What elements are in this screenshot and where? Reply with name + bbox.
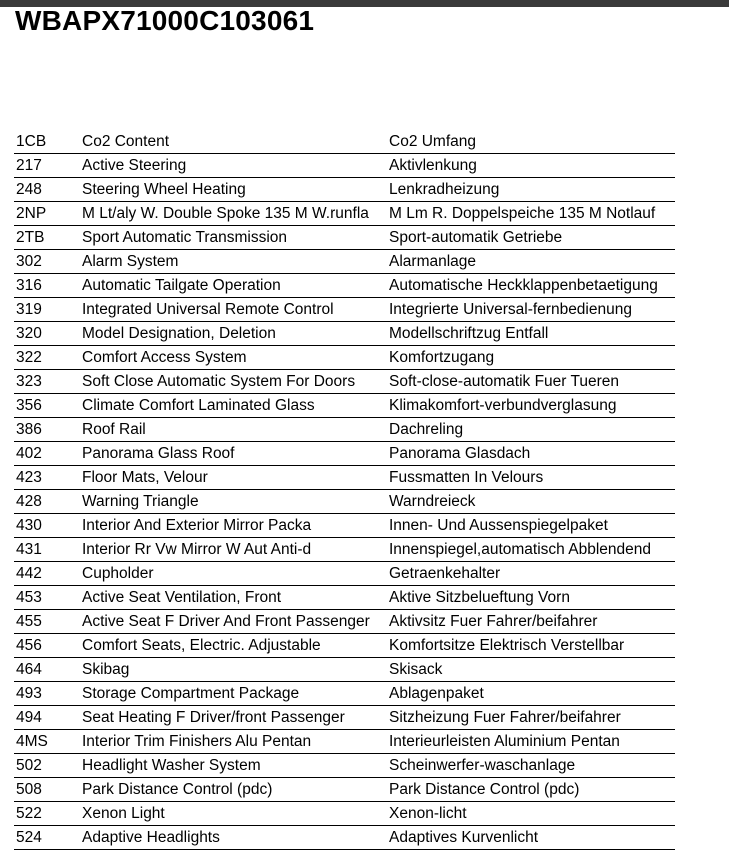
option-name-german: Scheinwerfer-waschanlage bbox=[389, 757, 576, 774]
option-code: 456 bbox=[16, 637, 42, 654]
table-row bbox=[14, 250, 675, 274]
option-name-german: Innenspiegel,automatisch Abblendend bbox=[389, 541, 651, 558]
table-row bbox=[14, 610, 675, 634]
option-name-english: M Lt/aly W. Double Spoke 135 M W.runfla bbox=[82, 205, 369, 222]
option-name-german: Interieurleisten Aluminium Pentan bbox=[389, 733, 620, 750]
option-name-english: Steering Wheel Heating bbox=[82, 181, 246, 198]
option-code: 302 bbox=[16, 253, 42, 270]
table-row bbox=[14, 178, 675, 202]
option-code: 430 bbox=[16, 517, 42, 534]
option-name-german: M Lm R. Doppelspeiche 135 M Notlauf bbox=[389, 205, 656, 222]
option-code: 442 bbox=[16, 565, 42, 582]
option-name-english: Storage Compartment Package bbox=[82, 685, 300, 702]
option-code: 4MS bbox=[16, 733, 48, 750]
option-code: 431 bbox=[16, 541, 42, 558]
option-name-german: Ablagenpaket bbox=[389, 685, 484, 702]
option-name-german: Modellschriftzug Entfall bbox=[389, 325, 549, 342]
option-name-english: Interior Trim Finishers Alu Pentan bbox=[82, 733, 312, 750]
option-code: 320 bbox=[16, 325, 42, 342]
option-code: 323 bbox=[16, 373, 42, 390]
option-name-english: Warning Triangle bbox=[82, 493, 199, 510]
option-code: 319 bbox=[16, 301, 42, 318]
option-name-english: Interior And Exterior Mirror Packa bbox=[82, 517, 312, 534]
table-header-row bbox=[14, 130, 675, 154]
option-code: 217 bbox=[16, 157, 42, 174]
option-name-german: Aktive Sitzbelueftung Vorn bbox=[389, 589, 570, 606]
option-code: 464 bbox=[16, 661, 42, 678]
option-name-english: Soft Close Automatic System For Doors bbox=[82, 373, 356, 390]
option-code: 322 bbox=[16, 349, 42, 366]
table-row bbox=[14, 298, 675, 322]
option-name-german: Komfortsitze Elektrisch Verstellbar bbox=[389, 637, 625, 654]
table-row bbox=[14, 562, 675, 586]
table-row bbox=[14, 274, 675, 298]
option-code: 494 bbox=[16, 709, 42, 726]
table-row bbox=[14, 442, 675, 466]
option-name-german: Park Distance Control (pdc) bbox=[389, 781, 580, 798]
option-code: 428 bbox=[16, 493, 42, 510]
table-row bbox=[14, 226, 675, 250]
option-name-english: Active Seat Ventilation, Front bbox=[82, 589, 282, 606]
table-row bbox=[14, 778, 675, 802]
option-name-english: Headlight Washer System bbox=[82, 757, 261, 774]
option-name-german: Dachreling bbox=[389, 421, 464, 438]
option-name-english: Skibag bbox=[82, 661, 130, 678]
option-name-german: Aktivlenkung bbox=[389, 157, 477, 174]
document-title: WBAPX71000C103061 bbox=[15, 5, 315, 36]
option-name-german: Skisack bbox=[389, 661, 443, 678]
table-row bbox=[14, 682, 675, 706]
option-name-german: Soft-close-automatik Fuer Tueren bbox=[389, 373, 620, 390]
table-row bbox=[14, 730, 675, 754]
table-row bbox=[14, 394, 675, 418]
option-code: 522 bbox=[16, 805, 42, 822]
option-name-english: Sport Automatic Transmission bbox=[82, 229, 288, 246]
table-row bbox=[14, 202, 675, 226]
option-name-english: Xenon Light bbox=[82, 805, 165, 822]
option-name-english: Integrated Universal Remote Control bbox=[82, 301, 334, 318]
table-row bbox=[14, 418, 675, 442]
option-name-german: Klimakomfort-verbundverglasung bbox=[389, 397, 617, 414]
option-name-english: Floor Mats, Velour bbox=[82, 469, 208, 486]
option-code: 386 bbox=[16, 421, 42, 438]
option-code: 508 bbox=[16, 781, 42, 798]
option-name-german: Integrierte Universal-fernbedienung bbox=[389, 301, 632, 318]
option-name-english: Cupholder bbox=[82, 565, 154, 582]
option-name-english: Park Distance Control (pdc) bbox=[82, 781, 273, 798]
option-name-english: Adaptive Headlights bbox=[82, 829, 220, 846]
option-code: 493 bbox=[16, 685, 42, 702]
table-row bbox=[14, 514, 675, 538]
option-code: 524 bbox=[16, 829, 42, 846]
option-name-german: Sport-automatik Getriebe bbox=[389, 229, 563, 246]
table-row bbox=[14, 466, 675, 490]
option-name-english: Active Seat F Driver And Front Passenger bbox=[82, 613, 370, 630]
option-code: 455 bbox=[16, 613, 42, 630]
option-name-german: Alarmanlage bbox=[389, 253, 477, 270]
option-name-english: Comfort Access System bbox=[82, 349, 247, 366]
option-name-german: Adaptives Kurvenlicht bbox=[389, 829, 539, 846]
table-row bbox=[14, 538, 675, 562]
option-name-german: Xenon-licht bbox=[389, 805, 467, 822]
option-name-german: Lenkradheizung bbox=[389, 181, 500, 198]
table-row bbox=[14, 634, 675, 658]
option-name-english: Model Designation, Deletion bbox=[82, 325, 276, 342]
option-name-german: Aktivsitz Fuer Fahrer/beifahrer bbox=[389, 613, 598, 630]
option-name-english: Climate Comfort Laminated Glass bbox=[82, 397, 315, 414]
option-name-german: Automatische Heckklappenbetaetigung bbox=[389, 277, 658, 294]
table-body bbox=[14, 154, 675, 850]
option-name-german: Fussmatten In Velours bbox=[389, 469, 544, 486]
table-row bbox=[14, 826, 675, 850]
option-name-english: Alarm System bbox=[82, 253, 179, 270]
option-name-german: Panorama Glasdach bbox=[389, 445, 531, 462]
option-name-german: Komfortzugang bbox=[389, 349, 495, 366]
option-name-english: Active Steering bbox=[82, 157, 187, 174]
option-name-english: Panorama Glass Roof bbox=[82, 445, 235, 462]
option-code: 2TB bbox=[16, 229, 45, 246]
header-code: 1CB bbox=[16, 133, 47, 150]
option-code: 248 bbox=[16, 181, 42, 198]
option-name-german: Warndreieck bbox=[389, 493, 476, 510]
table-row bbox=[14, 754, 675, 778]
option-code: 2NP bbox=[16, 205, 47, 222]
option-code: 423 bbox=[16, 469, 42, 486]
option-name-english: Seat Heating F Driver/front Passenger bbox=[82, 709, 345, 726]
header-english: Co2 Content bbox=[82, 133, 170, 150]
table-row bbox=[14, 322, 675, 346]
option-code: 453 bbox=[16, 589, 42, 606]
table-row bbox=[14, 658, 675, 682]
option-code: 356 bbox=[16, 397, 42, 414]
table-row bbox=[14, 370, 675, 394]
header-german: Co2 Umfang bbox=[389, 133, 477, 150]
option-name-german: Getraenkehalter bbox=[389, 565, 501, 582]
table-row bbox=[14, 490, 675, 514]
option-code: 502 bbox=[16, 757, 42, 774]
table-row bbox=[14, 706, 675, 730]
option-name-german: Innen- Und Aussenspiegelpaket bbox=[389, 517, 608, 534]
option-name-english: Automatic Tailgate Operation bbox=[82, 277, 281, 294]
table-row bbox=[14, 154, 675, 178]
options-table bbox=[14, 130, 675, 850]
option-code: 402 bbox=[16, 445, 42, 462]
option-name-german: Sitzheizung Fuer Fahrer/beifahrer bbox=[389, 709, 621, 726]
option-code: 316 bbox=[16, 277, 42, 294]
option-name-english: Roof Rail bbox=[82, 421, 146, 438]
table-row bbox=[14, 586, 675, 610]
option-name-english: Comfort Seats, Electric. Adjustable bbox=[82, 637, 321, 654]
table-row bbox=[14, 802, 675, 826]
table-row bbox=[14, 346, 675, 370]
option-name-english: Interior Rr Vw Mirror W Aut Anti-d bbox=[82, 541, 312, 558]
